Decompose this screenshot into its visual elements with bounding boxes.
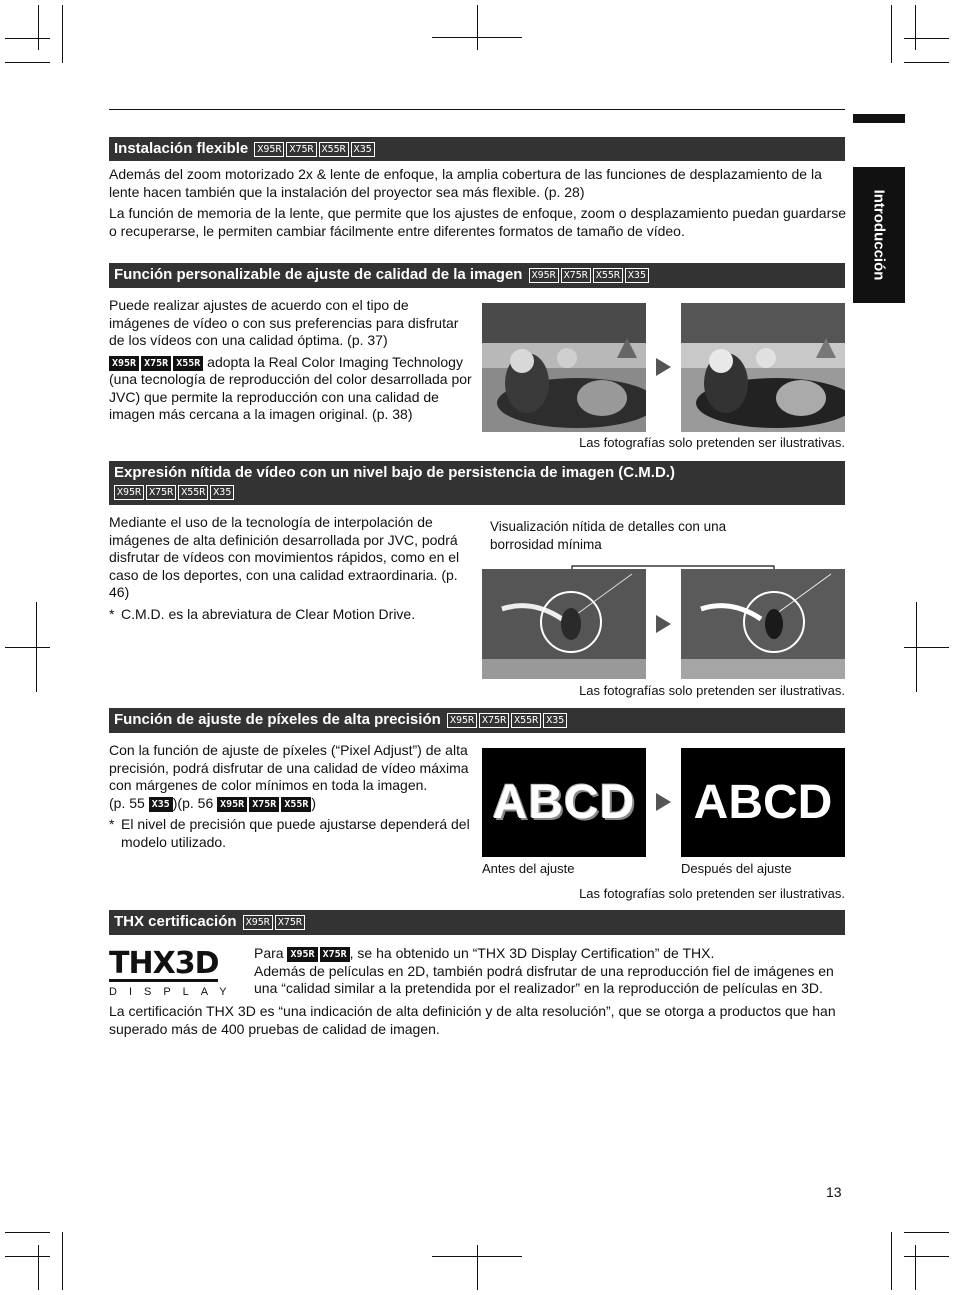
crop-mark [5, 647, 50, 648]
kitesurf-photo-before [482, 569, 646, 679]
paragraph: Además del zoom motorizado 2x & lente de enfoque, la amplia cobertura de las funciones de desplazamiento de la lente hacen también que la instalación del proyector sea más flexible. (p. 28) [109, 166, 822, 200]
image-label-before: Antes del ajuste [482, 861, 575, 876]
section-tab-label: Introducción [870, 189, 888, 281]
footnote-text: El nivel de precisión que puede ajustarse dependerá del modelo utilizado. [121, 816, 470, 850]
model-badge: X35 [210, 485, 234, 500]
crop-mark [904, 1232, 949, 1233]
model-badge: X55R [281, 797, 311, 812]
callout-label: Visualización nítida de detalles con una borrosidad mínima [490, 519, 727, 552]
photo-caption: Las fotografías solo pretenden ser ilustrativas. [579, 435, 845, 450]
model-badge: X55R [178, 485, 208, 500]
model-badge: X75R [320, 947, 350, 962]
model-badge: X35 [149, 797, 173, 812]
arrow-right-icon [656, 793, 671, 811]
crop-mark [38, 5, 39, 50]
crop-mark [904, 647, 949, 648]
model-badge: X55R [173, 356, 203, 371]
model-badge: X95R [287, 947, 317, 962]
crop-mark [477, 1245, 478, 1290]
heading-title: Función personalizable de ajuste de calidad de la imagen [114, 266, 523, 283]
crop-mark [38, 1245, 39, 1290]
page-ref: )(p. 56 [172, 794, 218, 811]
footnote [109, 816, 473, 851]
paragraph: Puede realizar ajustes de acuerdo con el tipo de imágenes de vídeo o con sus preferencias para disfrutar de los vídeos con una calidad óptima. (p. 37) [109, 297, 459, 348]
arrow-right-icon [656, 358, 671, 376]
crop-mark [915, 5, 916, 50]
section-body [109, 297, 473, 428]
side-marker [853, 114, 905, 123]
thx-logo-mark: THX3D [109, 946, 219, 981]
paragraph: Mediante el uso de la tecnología de interpolación de imágenes de alta definición desarrollada por JVC, podrá disfrutar de vídeos con movimientos rápidos, como en el caso de los deportes, con una calidad extraordinaria. (p. 46) [109, 514, 460, 600]
paragraph-text: Con la función de ajuste de píxeles (“Pixel Adjust”) de alta precisión, podrá disfrutar de una calidad de vídeo máxima con márgenes de color mínimos en toda la imagen. [109, 742, 469, 793]
paragraph-text: , se ha obtenido un “THX 3D Display Certification” de THX. [349, 945, 715, 961]
model-badge: X55R [593, 268, 623, 283]
crop-mark [62, 1232, 63, 1290]
heading-title: Función de ajuste de píxeles de alta precisión [114, 711, 441, 728]
crop-mark [915, 1245, 916, 1290]
abcd-image-before: ABCD [482, 748, 646, 857]
model-badge: X55R [511, 713, 541, 728]
arrow-right-icon [656, 615, 671, 633]
paragraph: Además de películas en 2D, también podrá disfrutar de una reproducción fiel de imágenes en una “calidad similar a la pretendida por el realizador” en la reproducción de películas en 3D. [254, 962, 834, 996]
model-badge: X35 [351, 142, 375, 157]
crop-mark [5, 1256, 50, 1257]
heading-title: Instalación flexible [114, 140, 249, 157]
thx-3d-display-logo [109, 946, 245, 998]
model-badge: X75R [561, 268, 591, 283]
model-badge: X95R [529, 268, 559, 283]
model-badge: X95R [114, 485, 144, 500]
section-body [254, 945, 848, 998]
paragraph-text: adopta la Real Color Imaging Technology (una tecnología de reproducción del color desarrollada por JVC) que permite la reproducción con una calidad de imagen más cercana a la imagen original. (p. 38) [109, 353, 472, 422]
model-badge: X95R [217, 797, 247, 812]
paragraph: La función de memoria de la lente, que permite que los ajustes de enfoque, zoom o desplazamiento puedan guardarse o recuperarse, le permiten cambiar fácilmente entre diferentes formatos de tamaño de vídeo. [109, 205, 847, 239]
section-body [109, 742, 473, 851]
beach-photo-before [482, 303, 646, 432]
crop-mark [904, 62, 949, 63]
model-badge: X75R [249, 797, 279, 812]
model-badge: X95R [447, 713, 477, 728]
section-body [109, 166, 847, 244]
crop-mark [904, 1256, 949, 1257]
footnote-mark: * [109, 605, 115, 622]
beach-photo-after [681, 303, 845, 432]
abcd-image-after: ABCD [681, 748, 845, 857]
section-body [109, 514, 473, 623]
paragraph [109, 742, 473, 812]
page-ref: ) [311, 794, 317, 811]
crop-mark [36, 602, 37, 692]
crop-mark [916, 602, 917, 692]
model-badge: X95R [109, 356, 139, 371]
model-badge: X95R [254, 142, 284, 157]
section-body [109, 1003, 847, 1042]
crop-mark [891, 5, 892, 63]
heading-title: THX certificación [114, 913, 237, 930]
model-badge: X95R [243, 915, 273, 930]
thx-logo-subtitle: DISPLAY [109, 986, 239, 998]
crop-mark [5, 1232, 50, 1233]
crop-mark [891, 1232, 892, 1290]
crop-mark [904, 38, 949, 39]
model-badge: X75R [479, 713, 509, 728]
model-badge: X35 [543, 713, 567, 728]
paragraph: La certificación THX 3D es “una indicación de alta definición y de alta resolución”, que se otorga a productos que han superado más de 400 pruebas de calidad de imagen. [109, 1003, 836, 1037]
crop-mark [62, 5, 63, 63]
crop-mark [477, 5, 478, 50]
top-rule [109, 109, 845, 110]
image-label-after: Después del ajuste [681, 861, 792, 876]
heading-title: Expresión nítida de vídeo con un nivel bajo de persistencia de imagen (C.M.D.) [114, 464, 675, 481]
model-badge: X75R [286, 142, 316, 157]
photo-caption: Las fotografías solo pretenden ser ilustrativas. [579, 683, 845, 698]
model-badge: X35 [625, 268, 649, 283]
section-heading-thx [109, 910, 845, 935]
footnote [109, 606, 473, 624]
paragraph [254, 945, 848, 963]
footnote-text: C.M.D. es la abreviatura de Clear Motion Drive. [121, 605, 416, 622]
section-heading-pixel-adjust [109, 708, 845, 733]
section-heading-flexible-installation [109, 137, 845, 161]
model-badge: X75R [146, 485, 176, 500]
photo-caption: Las fotografías solo pretenden ser ilustrativas. [579, 886, 845, 901]
crop-mark [5, 38, 50, 39]
paragraph-text: Para [254, 945, 288, 961]
section-heading-cmd [109, 461, 845, 505]
section-heading-image-quality [109, 263, 845, 288]
model-badge: X75R [141, 356, 171, 371]
page-number: 13 [826, 1184, 842, 1200]
page-ref: (p. 55 [109, 794, 149, 811]
footnote-mark: * [109, 816, 115, 832]
section-tab [853, 167, 905, 303]
paragraph [109, 354, 473, 424]
model-badge: X75R [275, 915, 305, 930]
crop-mark [5, 62, 50, 63]
kitesurf-photo-after [681, 569, 845, 679]
model-badge: X55R [319, 142, 349, 157]
